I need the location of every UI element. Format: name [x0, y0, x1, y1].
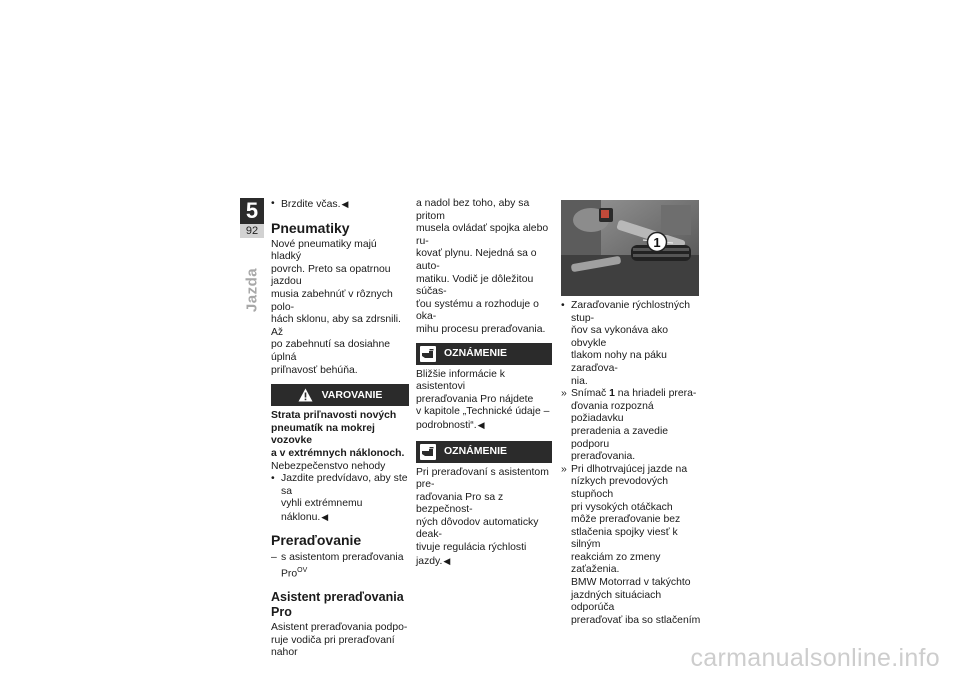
end-marker-icon: ◀ [477, 419, 485, 430]
continuation-paragraph: a nadol bez toho, aby sa pritom musela ovládať spojka alebo ru- kovať plynu. Nejedná sa o auto- matiku. Vodič je dôležitou súčas- ťou systému a rozhoduje o oka- mihu procesu preraďovania. [416, 198, 549, 335]
bullet-brake: • Brzdite včas.◀ [271, 198, 409, 212]
heading-shifting: Preraďovanie [271, 532, 362, 549]
arrow-sensor: » Snímač 1 na hriadeli prera- ďovania rozpozná požiadavku preradenia a zavedie podporu preraďovania. [561, 388, 701, 464]
warning-bullet: • Jazdite predvídavo, aby ste sa vyhli extrémnemu náklonu.◀ [271, 473, 409, 524]
gear-shift-sensor-photo [561, 200, 699, 296]
note-hand-icon [420, 444, 436, 460]
chapter-side-title: Jazda [243, 267, 261, 313]
arrow-long-ride: » Pri dlhotrvajúcej jazde na nízkych prevodových stupňoch pri vysokých otáčkach môže preraďovanie bez stlačenia spojky viesť k silným reakciám zo zmeny zaťaženia. BMW Motorrad v takýchto jazdných situáciach odporúča preraďovať iba so stlačením [561, 464, 701, 628]
warning-subtitle: Nebezpečenstvo nehody [271, 460, 386, 472]
column-2 [416, 198, 552, 568]
shift-option-line: – s asistentom preraďovania Pro$^{OV}$ [271, 552, 409, 581]
chapter-number: 5 [240, 198, 264, 224]
callout-number: 1 [653, 235, 661, 250]
column-1 [271, 198, 409, 660]
note-2-text: Pri preraďovaní s asistentom pre- raďovania Pro sa z bezpečnost- ných dôvodov automaticky deak- tivuje regulácia rýchlosti jazdy.◀ [416, 466, 549, 567]
tires-paragraph: Nové pneumatiky majú hladký povrch. Preto sa opatrnou jazdou musia zabehnúť v rôznych polo- hách sklonu, aby sa zdrsnili. Až po zabehnutí sa dosiahne úplná priľnavosť behúňa. [271, 238, 401, 376]
note-1-text: Bližšie informácie k asistentovi preraďovania Pro nájdete v kapitole „Technické údaje – podrobnosti“.◀ [416, 368, 550, 431]
warning-banner: VAROVANIE [271, 384, 409, 406]
motorcycle-photo-illustration [561, 200, 699, 296]
end-marker-icon: ◀ [341, 199, 349, 209]
end-marker-icon: ◀ [321, 511, 329, 522]
assist-paragraph: Asistent preraďovania podpo- ruje vodiča pri preraďovaní nahor [271, 622, 408, 659]
column-3 [561, 300, 701, 627]
end-marker-icon: ◀ [443, 555, 451, 566]
bullet-shifting: • Zaraďovanie rýchlostných stup- ňov sa vykonáva ako obvykle tlakom nohy na páku zaraďova- nia. [561, 300, 701, 388]
heading-shift-assist: Asistent preraďovania Pro [271, 590, 404, 620]
watermark: carmanualsonline.info [690, 644, 940, 672]
note-banner-1: OZNÁMENIE [416, 343, 552, 365]
warning-triangle-icon [298, 387, 314, 403]
note-banner-2: OZNÁMENIE [416, 441, 552, 463]
page-number: 92 [240, 224, 264, 238]
note-hand-icon [420, 346, 436, 362]
option-superscript: OV [297, 567, 308, 575]
heading-tires: Pneumatiky [271, 219, 350, 236]
warning-title: Strata priľnavosti nových pneumatík na mokrej vozovke a v extrémnych náklonoch. [271, 410, 405, 459]
